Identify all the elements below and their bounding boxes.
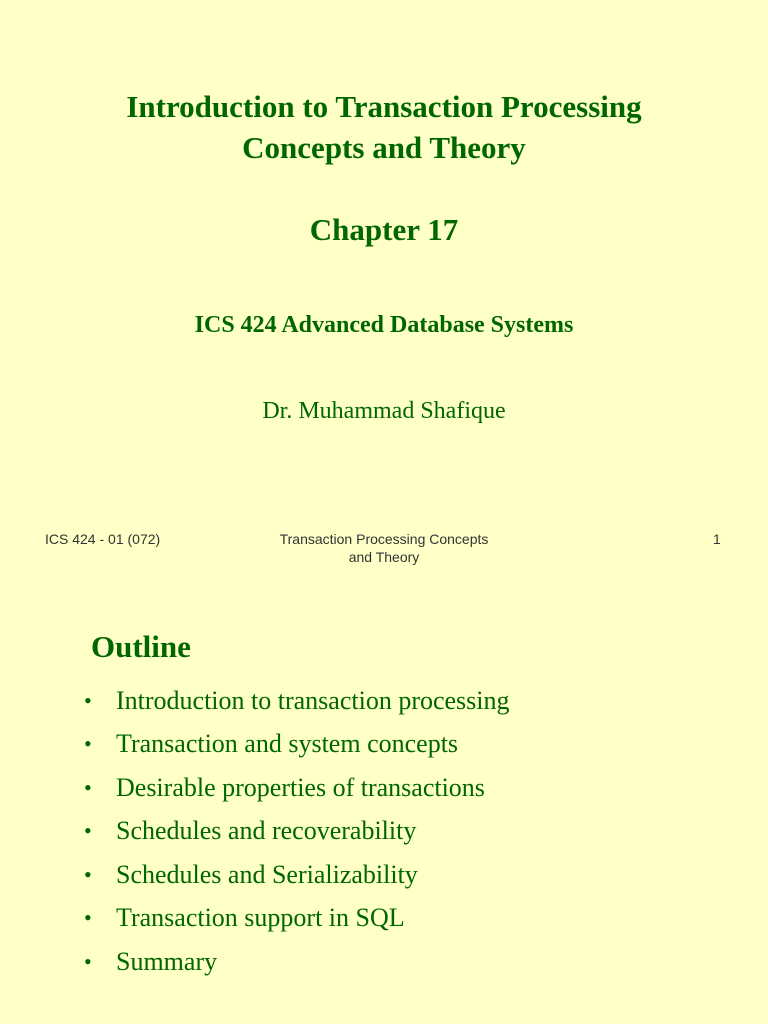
outline-item-text: Desirable properties of transactions — [116, 772, 485, 802]
outline-item — [84, 940, 510, 984]
outline-item — [84, 679, 510, 723]
outline-item — [84, 723, 510, 767]
bullet-icon: • — [84, 905, 92, 931]
slide-title-line-1: Introduction to Transaction Processing — [126, 89, 642, 124]
outline-item-text: Transaction support in SQL — [116, 903, 405, 933]
course-name: ICS 424 Advanced Database Systems — [194, 312, 574, 338]
footer-topic-line-1: Transaction Processing Concepts — [279, 531, 489, 547]
bullet-icon: • — [84, 774, 92, 800]
outline-item — [84, 853, 510, 897]
outline-slide — [0, 580, 768, 1024]
outline-item — [84, 897, 510, 941]
outline-heading: Outline — [91, 629, 191, 664]
outline-item-text: Transaction and system concepts — [116, 729, 459, 759]
outline-item-text: Schedules and Serializability — [116, 859, 418, 889]
bullet-icon: • — [84, 948, 92, 974]
chapter-heading: Chapter 17 — [309, 212, 459, 247]
outline-item — [84, 766, 510, 810]
bullet-icon: • — [84, 818, 92, 844]
outline-item — [84, 810, 510, 854]
outline-item-text: Introduction to transaction processing — [116, 685, 510, 715]
author-name: Dr. Muhammad Shafique — [262, 398, 506, 424]
slide-title-line-2: Concepts and Theory — [242, 130, 526, 165]
outline-item-text: Schedules and recoverability — [116, 816, 417, 846]
outline-item-text: Summary — [116, 946, 218, 976]
footer-page-number: 1 — [713, 531, 721, 547]
bullet-icon: • — [84, 687, 92, 713]
bullet-icon: • — [84, 861, 92, 887]
footer-topic — [234, 530, 534, 566]
bullet-icon: • — [84, 731, 92, 757]
footer-topic-line-2: and Theory — [348, 549, 420, 565]
outline-list — [84, 679, 510, 984]
footer-course-code: ICS 424 - 01 (072) — [45, 531, 161, 547]
